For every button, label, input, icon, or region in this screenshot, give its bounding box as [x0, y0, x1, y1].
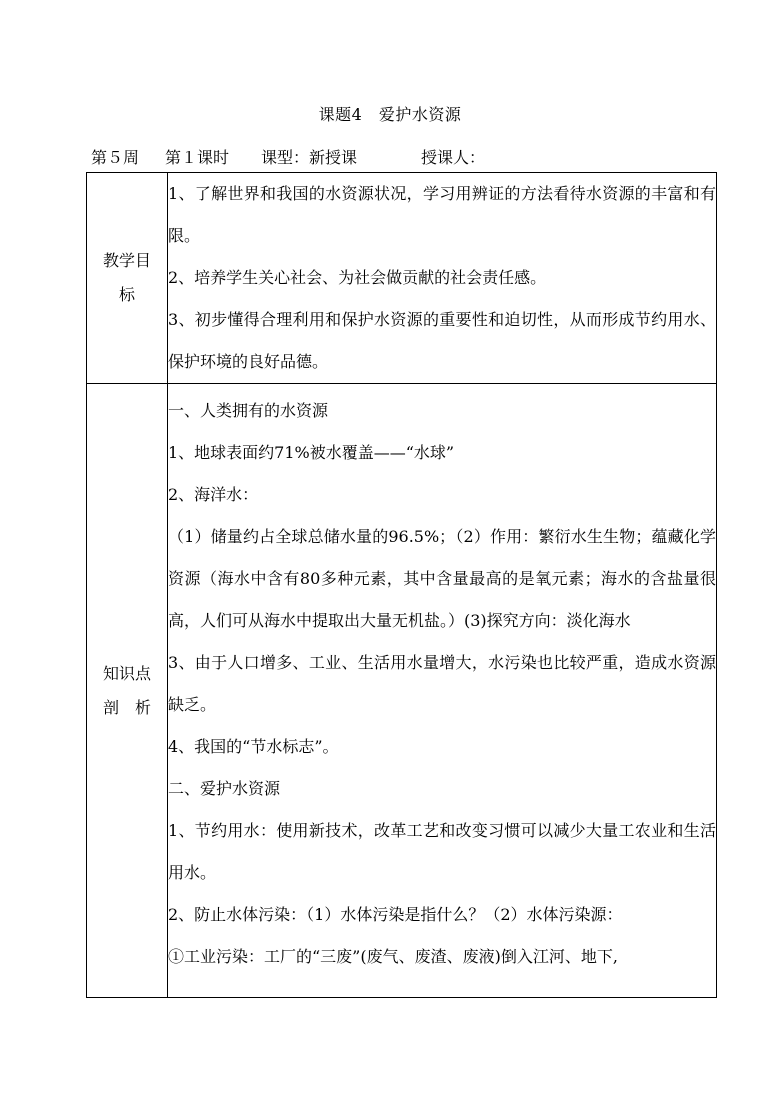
teacher-label: 授课人：	[421, 148, 486, 167]
week-label: 第５周	[91, 148, 140, 167]
knowledge-analysis-row	[87, 384, 717, 998]
paragraph: 2、培养学生关心社会、为社会做贡献的社会责任感。	[168, 268, 547, 287]
paragraph: ①工业污染：工厂的“三废”(废气、废渣、废液)倒入江河、地下,	[168, 947, 618, 966]
lesson-plan-table	[86, 172, 717, 998]
teaching-goals-content	[168, 173, 717, 384]
paragraph: 2、海洋水：	[168, 485, 259, 504]
lesson-title: 课题4 爱护水资源	[318, 105, 462, 124]
paragraph: 2、防止水体污染：（1）水体污染是指什么？（2）水体污染源：	[168, 905, 623, 924]
teaching-goals-label	[87, 173, 168, 384]
paragraph: 3、初步懂得合理利用和保护水资源的重要性和迫切性，从而形成节约用水、保护环境的良好品德。	[168, 310, 716, 371]
paragraph: 二、爱护水资源	[168, 779, 281, 798]
paragraph: 1、节约用水：使用新技术，改革工艺和改变习惯可以减少大量工农业和生活用水。	[168, 821, 716, 882]
paragraph: 1、地球表面约71%被水覆盖——“水球”	[168, 443, 455, 462]
period-label: 第１课时	[165, 148, 230, 167]
paragraph: （1）储量约占全球总储水量的96.5%；（2）作用：繁衍水生生物；蕴藏化学资源（海水中含有80多种元素，其中含量最高的是氧元素；海水的含盐量很高，人们可从海水中提取出大量无机盐。）(3)探究方向：淡化海水	[168, 527, 716, 630]
paragraph: 1、了解世界和我国的水资源状况，学习用辨证的方法看待水资源的丰富和有限。	[168, 184, 716, 245]
knowledge-analysis-label	[87, 384, 168, 998]
label-line: 教学目	[102, 251, 151, 270]
paragraph: 一、人类拥有的水资源	[168, 401, 329, 420]
knowledge-analysis-content	[168, 384, 717, 998]
teaching-goals-row	[87, 173, 717, 384]
lesson-type-label: 课型：新授课	[261, 148, 358, 167]
paragraph: 3、由于人口增多、工业、生活用水量增大，水污染也比较严重，造成水资源缺乏。	[168, 653, 716, 714]
paragraph: 4、我国的“节水标志”。	[168, 737, 339, 756]
lesson-meta	[91, 145, 485, 168]
label-line: 剖 析	[102, 697, 151, 717]
label-line: 知识点	[102, 663, 151, 683]
label-line: 标	[118, 285, 135, 304]
